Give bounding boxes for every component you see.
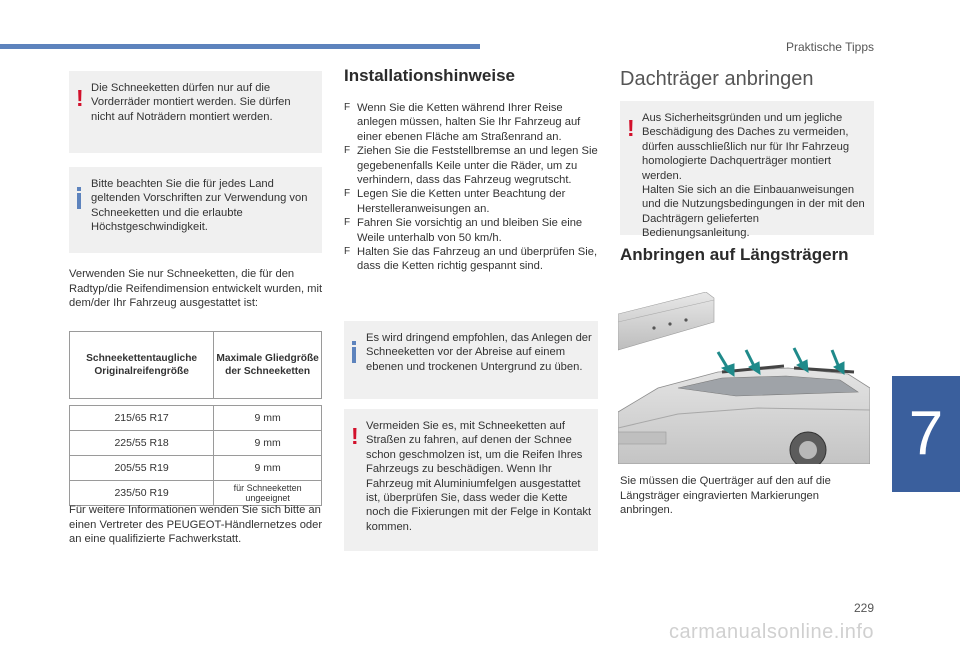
roof-rail-illustration <box>618 292 870 464</box>
table-row <box>70 456 322 481</box>
info-box-practice <box>344 321 598 399</box>
tyre-size: 235/50 R19 <box>70 481 214 506</box>
table-row <box>70 481 322 506</box>
link-size: 9 mm <box>214 431 322 456</box>
tyre-size: 225/55 R18 <box>70 431 214 456</box>
tyre-size: 215/65 R17 <box>70 406 214 431</box>
table-header-tyre: Schneekettentaugliche Originalreifengröße <box>70 332 214 399</box>
longitudinal-rails-title: Anbringen auf Längsträgern <box>620 245 849 264</box>
page-number: 229 <box>853 601 874 615</box>
roof-rack-title: Dachträger anbringen <box>620 68 814 90</box>
link-size: für Schneeketten ungeeignet <box>214 481 322 506</box>
section-title: Praktische Tipps <box>785 40 874 54</box>
rail-closeup <box>618 292 714 350</box>
engraved-mark <box>652 326 655 329</box>
rails-paragraph: Sie müssen die Querträger auf den auf die Längsträger eingravierten Markierungen anbringen. <box>620 475 831 517</box>
table-header-chain: Maximale Gliedgröße der Schneeketten <box>214 332 322 399</box>
intro-paragraph: Verwenden Sie nur Schneeketten, die für den Radtyp/die Reifendimension entwickelt wurden, mit dem/der Ihr Fahrzeug ausgestattet ist: <box>69 268 323 310</box>
installation-title: Installationshinweise <box>344 66 515 85</box>
table-row <box>70 431 322 456</box>
warning-text: Vermeiden Sie es, mit Schneeketten auf Straßen zu fahren, auf denen der Schnee schon geschmolzen ist, um die Reifen Ihres Fahrzeugs zu beschädigen. Wenn Ihr Fahrzeug mit Aluminiumfelgen ausgestattet ist, überprüfen Sie, dass weder die Kette noch die Fixierungen mit der Felge in Kontakt kommen. <box>366 420 592 533</box>
warning-text: Halten Sie sich an die Einbauanweisungen und die Nutzungsbedingungen in der mit den Dachträgern gelieferten Bedienungsanleitung. <box>642 184 865 240</box>
info-box-regulations <box>69 167 322 253</box>
warning-box-chains <box>69 71 322 153</box>
warning-icon: ! <box>351 423 359 449</box>
list-item: F Halten Sie das Fahrzeug an und überprüfen Sie, dass die Ketten richtig gespannt sind. <box>344 246 598 273</box>
tyre-size: 205/55 R19 <box>70 456 214 481</box>
table-row <box>70 406 322 431</box>
info-text: Bitte beachten Sie die für jedes Land geltenden Vorschriften zur Verwendung von Schneeketten und die erlaubte Höchstgeschwindigkeit. <box>91 178 308 234</box>
chain-size-table <box>69 331 322 506</box>
engraved-mark <box>668 322 671 325</box>
warning-box-melted-snow <box>344 409 598 551</box>
list-item: F Fahren Sie vorsichtig an und bleiben Sie eine Weile unterhalb von 50 km/h. <box>344 217 583 244</box>
chapter-tab: 7 <box>892 376 960 492</box>
warning-text: Die Schneeketten dürfen nur auf die Vorderräder montiert werden. Sie dürfen nicht auf Noträdern montiert werden. <box>91 82 291 123</box>
link-size: 9 mm <box>214 406 322 431</box>
list-item: F Legen Sie die Ketten unter Beachtung der Herstelleranweisungen an. <box>344 188 566 215</box>
header-bar <box>0 44 480 49</box>
link-size: 9 mm <box>214 456 322 481</box>
warning-text: Aus Sicherheitsgründen und um jegliche Beschädigung des Daches zu vermeiden, dürfen ausschließlich nur für Ihr Fahrzeug homologierte Dachquerträger montiert werden. <box>642 112 850 182</box>
warning-icon: ! <box>627 115 635 141</box>
engraved-mark <box>684 318 687 321</box>
warning-icon: ! <box>76 85 84 111</box>
outro-paragraph: Für weitere Informationen wenden Sie sich bitte an einen Vertreter des PEUGEOT-Händlernetzes oder an eine qualifizierte Fachwerkstatt. <box>69 504 323 546</box>
list-item: F Ziehen Sie die Feststellbremse an und legen Sie gegebenenfalls Keile unter die Räder, um zu verhindern, dass das Fahrzeug wegrutscht. <box>344 145 598 187</box>
watermark: carmanualsonline.info <box>668 621 874 643</box>
installation-list <box>344 101 602 274</box>
warning-box-roof <box>620 101 874 240</box>
car-silhouette <box>618 366 870 464</box>
list-item: F Wenn Sie die Ketten während Ihrer Reise anlegen müssen, halten Sie Ihr Fahrzeug auf einer ebenen Fläche am Straßenrand an. <box>344 102 581 143</box>
info-text: Es wird dringend empfohlen, das Anlegen der Schneeketten vor der Abreise auf einem ebenen und trockenen Untergrund zu üben. <box>366 332 592 373</box>
